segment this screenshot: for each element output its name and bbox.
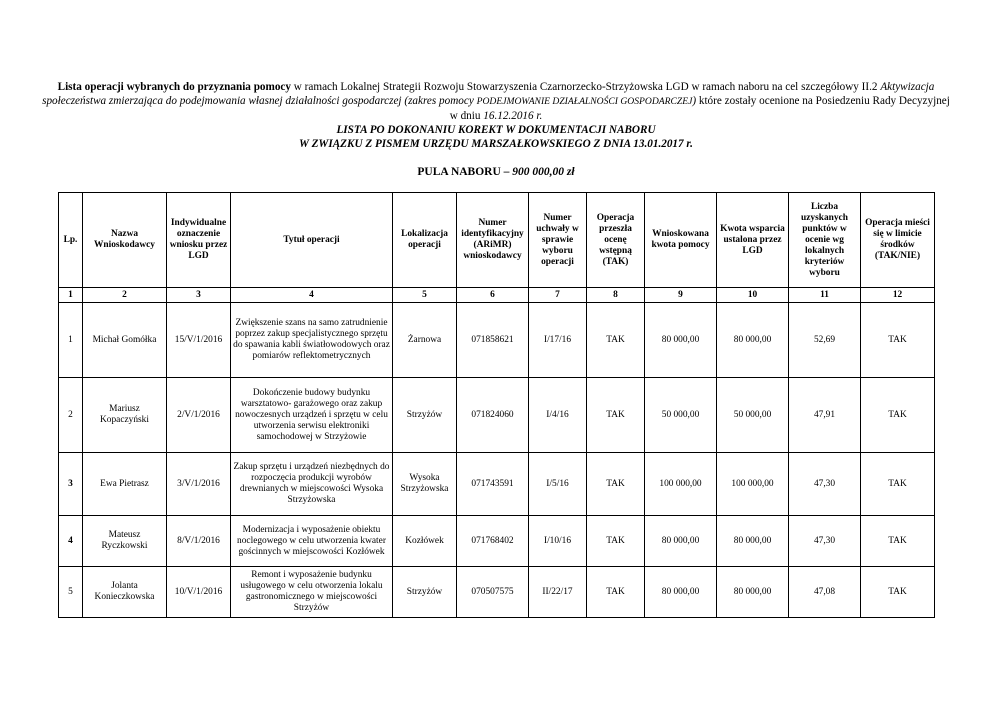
header-intro-after: które zostały ocenione na Posiedzeniu Rady Decyzyjnej w dniu — [449, 95, 950, 122]
table-cell: TAK — [861, 303, 935, 378]
table-cell: Ewa Pietrasz — [83, 453, 167, 516]
table-cell: 071768402 — [457, 516, 529, 567]
column-header: Indywidualne oznaczenie wniosku przez LGD — [167, 193, 231, 288]
table-cell: 47,91 — [789, 378, 861, 453]
table-cell: 100 000,00 — [717, 453, 789, 516]
table-row — [59, 378, 935, 453]
table-cell: 50 000,00 — [645, 378, 717, 453]
table-cell: TAK — [587, 516, 645, 567]
table-cell: Michał Gomółka — [83, 303, 167, 378]
table-cell: 80 000,00 — [645, 303, 717, 378]
table-cell: I/10/16 — [529, 516, 587, 567]
table-cell: Żarnowa — [393, 303, 457, 378]
header-intro-close: ) — [692, 95, 697, 107]
table-cell: TAK — [587, 303, 645, 378]
table-cell: Zakup sprzętu i urządzeń niezbędnych do rozpoczęcia produkcji wyrobów drewnianych w miejscowości Wysoka Strzyżowska — [231, 453, 393, 516]
table-cell: TAK — [587, 453, 645, 516]
table-cell: Modernizacja i wyposażenie obiektu noclegowego w celu utworzenia kwater gościnnych w miejscowości Kozłówek — [231, 516, 393, 567]
table-cell: I/17/16 — [529, 303, 587, 378]
table-cell: 50 000,00 — [717, 378, 789, 453]
table-cell: 80 000,00 — [645, 516, 717, 567]
table-cell: 5 — [59, 567, 83, 618]
table-cell: 52,69 — [789, 303, 861, 378]
table-cell: 15/V/1/2016 — [167, 303, 231, 378]
table-cell: TAK — [861, 453, 935, 516]
table-cell: Strzyżów — [393, 378, 457, 453]
column-number: 7 — [529, 288, 587, 303]
column-header: Numer identyfikacyjny (ARiMR) wnioskodawcy — [457, 193, 529, 288]
table-row — [59, 516, 935, 567]
table-cell: TAK — [587, 378, 645, 453]
table-cell: 3 — [59, 453, 83, 516]
header-intro-scope: PODEJMOWANIE DZIAŁALNOŚCI GOSPODARCZEJ — [476, 96, 693, 107]
table-cell: TAK — [861, 516, 935, 567]
header-intro-text: w ramach Lokalnej Strategii Rozwoju Stowarzyszenia Czarnorzecko-Strzyżowska LGD w ramach naboru na cel szczegółowy II.2 — [291, 81, 881, 93]
operations-table — [58, 192, 935, 618]
column-number: 3 — [167, 288, 231, 303]
column-header: Liczba uzyskanych punktów w ocenie wg lokalnych kryteriów wyboru — [789, 193, 861, 288]
header-intro-bold: Lista operacji wybranych do przyznania pomocy — [57, 81, 291, 93]
list-title-line-2: W ZWIĄZKU Z PISMEM URZĘDU MARSZAŁKOWSKIEGO Z DNIA 13.01.2017 r. — [299, 138, 693, 150]
column-number: 8 — [587, 288, 645, 303]
column-number: 4 — [231, 288, 393, 303]
column-number: 5 — [393, 288, 457, 303]
table-cell: 80 000,00 — [645, 567, 717, 618]
column-number: 10 — [717, 288, 789, 303]
table-cell: Zwiększenie szans na samo zatrudnienie poprzez zakup specjalistycznego sprzętu do spawania kabli światłowodowych oraz pomiarów reflektometrycznych — [231, 303, 393, 378]
table-cell: 3/V/1/2016 — [167, 453, 231, 516]
table-cell: 4 — [59, 516, 83, 567]
column-header: Lp. — [59, 193, 83, 288]
column-header: Wnioskowana kwota pomocy — [645, 193, 717, 288]
column-number: 12 — [861, 288, 935, 303]
table-cell: 071743591 — [457, 453, 529, 516]
column-number: 11 — [789, 288, 861, 303]
column-header: Numer uchwały w sprawie wyboru operacji — [529, 193, 587, 288]
table-cell: 2 — [59, 378, 83, 453]
table-cell: 80 000,00 — [717, 516, 789, 567]
table-cell: 070507575 — [457, 567, 529, 618]
table-cell: 1 — [59, 303, 83, 378]
table-cell: 47,30 — [789, 516, 861, 567]
table-header-row — [59, 193, 935, 288]
list-title-line-1: LISTA PO DOKONANIU KOREKT W DOKUMENTACJI NABORU — [336, 124, 656, 136]
table-cell: TAK — [861, 567, 935, 618]
header-intro-date: 16.12.2016 r. — [483, 110, 543, 122]
table-cell: 071824060 — [457, 378, 529, 453]
table-row — [59, 567, 935, 618]
table-cell: 2/V/1/2016 — [167, 378, 231, 453]
column-number: 2 — [83, 288, 167, 303]
table-cell: 8/V/1/2016 — [167, 516, 231, 567]
table-cell: Kozłówek — [393, 516, 457, 567]
pool-amount-label: PULA NABORU – — [417, 166, 510, 178]
column-header: Operacja mieści się w limicie środków (TAK/NIE) — [861, 193, 935, 288]
table-cell: 071858621 — [457, 303, 529, 378]
column-header: Lokalizacja operacji — [393, 193, 457, 288]
table-cell: 47,30 — [789, 453, 861, 516]
document-header — [40, 80, 952, 151]
table-cell: Strzyżów — [393, 567, 457, 618]
column-number: 9 — [645, 288, 717, 303]
table-cell: Mateusz Ryczkowski — [83, 516, 167, 567]
column-number: 6 — [457, 288, 529, 303]
column-header: Operacja przeszła ocenę wstępną (TAK) — [587, 193, 645, 288]
pool-amount — [0, 166, 992, 178]
header-intro-italic: Aktywizacja społeczeństwa zmierzająca do podejmowania własnej działalności gospodarczej (zakres pomocy — [42, 81, 935, 107]
table-cell: 10/V/1/2016 — [167, 567, 231, 618]
table-row — [59, 453, 935, 516]
header-intro — [40, 80, 952, 123]
table-cell: 100 000,00 — [645, 453, 717, 516]
table-cell: 80 000,00 — [717, 567, 789, 618]
column-header: Tytuł operacji — [231, 193, 393, 288]
column-number: 1 — [59, 288, 83, 303]
table-cell: TAK — [861, 378, 935, 453]
table-cell: 47,08 — [789, 567, 861, 618]
table-cell: 80 000,00 — [717, 303, 789, 378]
table-cell: Dokończenie budowy budynku warsztatowo- garażowego oraz zakup nowoczesnych urządzeń i sprzętu w celu utworzenia serwisu elektroniki samochodowej w Strzyżowie — [231, 378, 393, 453]
table-cell: TAK — [587, 567, 645, 618]
table-cell: Wysoka Strzyżowska — [393, 453, 457, 516]
pool-amount-value: 900 000,00 zł — [512, 166, 575, 178]
table-cell: Mariusz Kopaczyński — [83, 378, 167, 453]
column-header: Nazwa Wnioskodawcy — [83, 193, 167, 288]
table-cell: II/22/17 — [529, 567, 587, 618]
table-cell: Jolanta Konieczkowska — [83, 567, 167, 618]
table-cell: I/5/16 — [529, 453, 587, 516]
table-cell: Remont i wyposażenie budynku usługowego w celu otworzenia lokalu gastronomicznego w miejscowości Strzyżów — [231, 567, 393, 618]
table-cell: I/4/16 — [529, 378, 587, 453]
column-header: Kwota wsparcia ustalona przez LGD — [717, 193, 789, 288]
table-row — [59, 303, 935, 378]
column-number-row — [59, 288, 935, 303]
